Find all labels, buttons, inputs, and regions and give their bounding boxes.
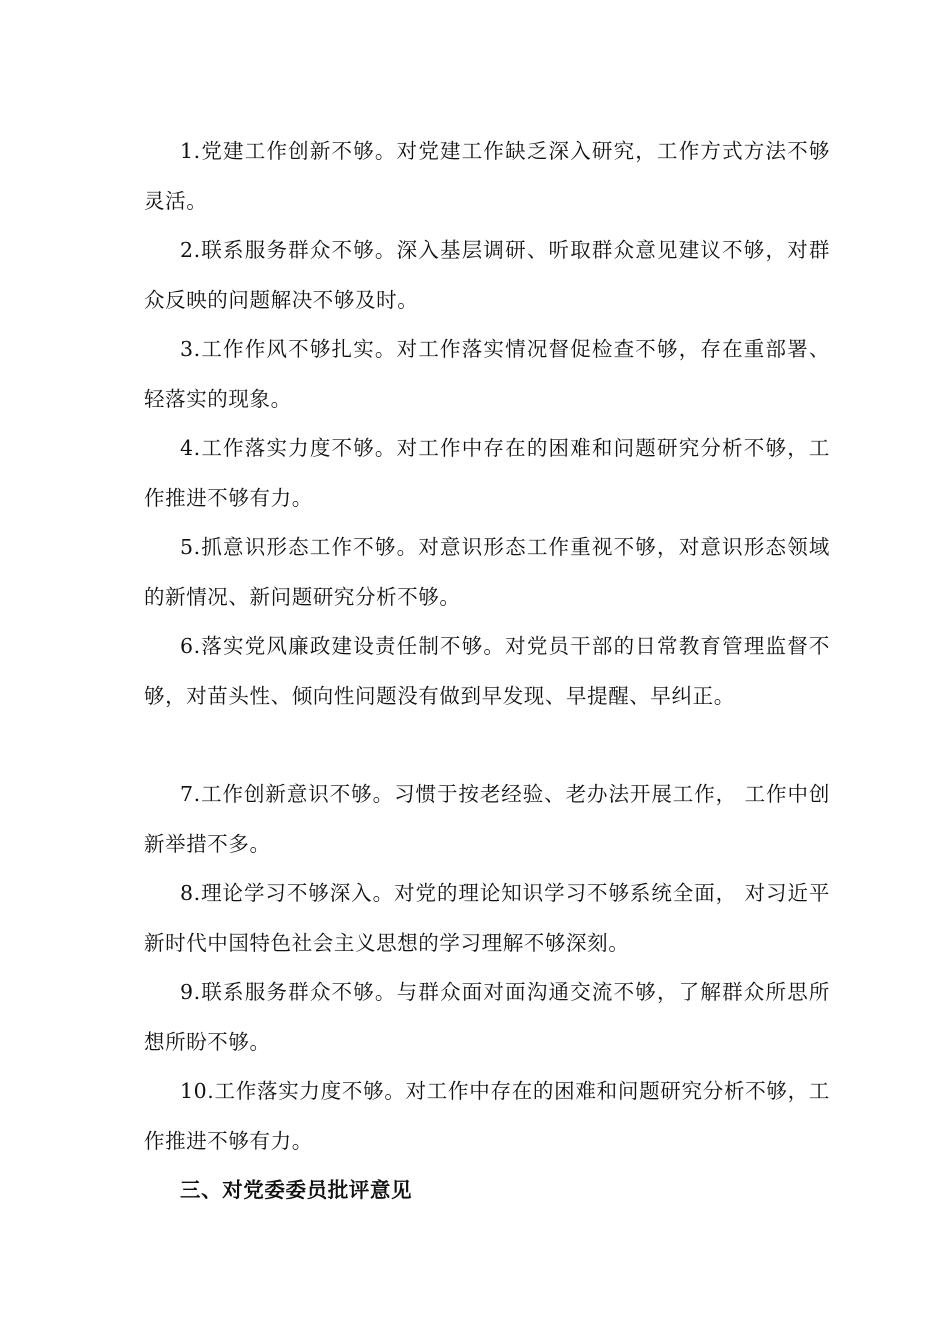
section-heading: 三、对党委委员批评意见 — [180, 1178, 413, 1202]
list-item-1: 1.党建工作创新不够。对党建工作缺乏深入研究，工作方式方法不够灵活。 — [144, 139, 830, 213]
list-item-3: 3.工作作风不够扎实。对工作落实情况督促检查不够，存在重部署、轻落实的现象。 — [144, 337, 830, 411]
list-item-8: 8.理论学习不够深入。对党的理论知识学习不够系统全面， 对习近平新时代中国特色社会主义思想的学习理解不够深刻。 — [144, 881, 830, 955]
list-item-10: 10.工作落实力度不够。对工作中存在的困难和问题研究分析不够，工作推进不够有力。 — [144, 1079, 830, 1153]
list-item-9: 9.联系服务群众不够。与群众面对面沟通交流不够，了解群众所思所想所盼不够。 — [144, 980, 830, 1054]
list-item-4: 4.工作落实力度不够。对工作中存在的困难和问题研究分析不够，工作推进不够有力。 — [144, 436, 830, 510]
list-item-5: 5.抓意识形态工作不够。对意识形态工作重视不够，对意识形态领域的新情况、新问题研究分析不够。 — [144, 535, 830, 609]
document-body — [144, 127, 830, 1216]
list-item-6: 6.落实党风廉政建设责任制不够。对党员干部的日常教育管理监督不够，对苗头性、倾向性问题没有做到早发现、早提醒、早纠正。 — [144, 634, 830, 708]
list-item-2: 2.联系服务群众不够。深入基层调研、听取群众意见建议不够，对群众反映的问题解决不够及时。 — [144, 238, 830, 312]
list-item-7: 7.工作创新意识不够。习惯于按老经验、老办法开展工作， 工作中创新举措不多。 — [144, 782, 830, 856]
blank-line — [144, 721, 830, 770]
